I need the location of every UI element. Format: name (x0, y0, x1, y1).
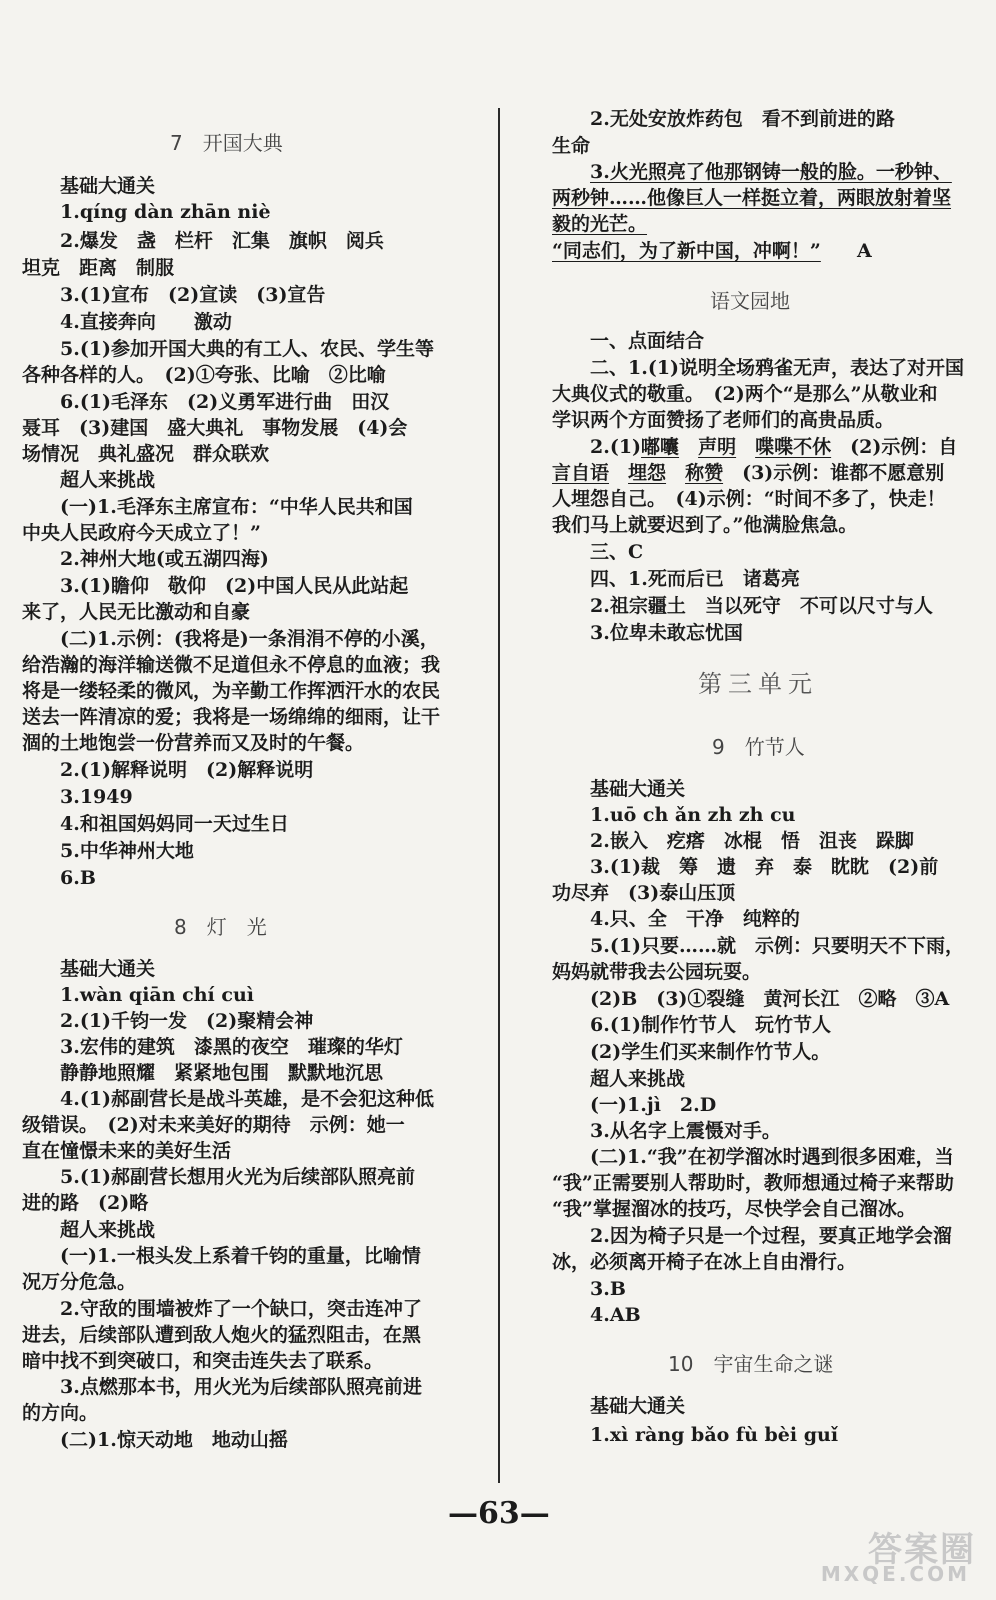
answer-line: 级错误。 (2)对未来美好的期待 示例：她一 (22, 1114, 405, 1136)
answer-line: 涸的土地饱尝一份营养而又及时的午餐。 (22, 732, 365, 754)
answer-line: 3.(1)宣布 (2)宣读 (3)宣告 (60, 284, 326, 306)
answer-line: 2.嵌入 疙瘩 冰棍 悟 沮丧 跺脚 (590, 830, 914, 852)
answer-line: 4.和祖国妈妈同一天过生日 (60, 813, 289, 835)
answer-line: 4.直接奔向 激动 (60, 311, 232, 333)
answer-line: 况万分危急。 (22, 1271, 137, 1293)
answer-line: 2.爆发 盏 栏杆 汇集 旗帜 阅兵 (60, 230, 384, 252)
answer-line: 6.B (60, 867, 96, 889)
text: (2)示例：自 (850, 436, 958, 458)
heading-basic: 基础大通关 (60, 175, 156, 197)
answer-line (552, 460, 944, 486)
answer-line: (二)1.惊天动地 地动山摇 (60, 1429, 288, 1451)
underlined-word: 嘟囔 (641, 436, 680, 458)
answer-line-underlined: 毅的光芒。 (552, 213, 648, 235)
answer-line: 二、1.(1)说明全场鸦雀无声，表达了对开国 (590, 357, 965, 379)
answer-line-underlined: 3.火光照亮了他那钢铸一般的脸。一秒钟、 (590, 161, 952, 183)
answer-line: “我”掌握溜冰的技巧，尽快学会自己溜冰。 (552, 1198, 916, 1220)
answer-line: 1.xì ràng bǎo fù bèi guǐ (590, 1424, 839, 1446)
answer-line: 一、点面结合 (590, 330, 705, 352)
answer-line: 将是一缕轻柔的微风，为辛勤工作挥洒汗水的农民 (22, 680, 441, 702)
answer-line: 3.1949 (60, 786, 133, 808)
section-title-8: 8 灯 光 (174, 915, 267, 939)
answer-line: 各种各样的人。 (2)①夸张、比喻 ②比喻 (22, 364, 386, 386)
text: 2.(1) (590, 436, 642, 458)
answer-line: 来了，人民无比激动和自豪 (22, 601, 251, 623)
answer-line: (二)1.示例：(我将是)一条涓涓不停的小溪， (60, 628, 439, 650)
answer-line: 人埋怨自己。 (4)示例：“时间不多了，快走！ (552, 488, 946, 510)
heading-challenge: 超人来挑战 (60, 469, 156, 491)
answer-line: 2.神州大地(或五湖四海) (60, 548, 269, 570)
answer-line: 2.因为椅子只是一个过程，要真正地学会溜 (590, 1225, 952, 1247)
answer-line: 冰，必须离开椅子在冰上自由滑行。 (552, 1251, 857, 1273)
answer-line: 进去，后续部队遭到敌人炮火的猛烈阻击，在黑 (22, 1324, 422, 1346)
section-title-9: 9 竹节人 (712, 735, 805, 759)
answer-line: 2.祖宗疆土 当以死守 不可以尺寸与人 (590, 595, 933, 617)
answer-line: 3.(1)瞻仰 敬仰 (2)中国人民从此站起 (60, 575, 409, 597)
underlined-word: 埋怨 (628, 462, 667, 484)
answer-line: 学识两个方面赞扬了老师们的高贵品质。 (552, 409, 895, 431)
answer-line: 中央人民政府今天成立了！” (22, 522, 261, 544)
section-title-garden: 语文园地 (710, 289, 790, 313)
answer-line: 直在憧憬未来的美好生活 (22, 1140, 232, 1162)
answer-line: 功尽弃 (3)泰山压顶 (552, 882, 736, 904)
answer-line: 三、C (590, 541, 644, 563)
answer-line: 3.位卑未敢忘忧国 (590, 622, 743, 644)
answer-line: 5.(1)郝副营长想用火光为后续部队照亮前 (60, 1166, 416, 1188)
answer-line: 妈妈就带我去公园玩耍。 (552, 961, 762, 983)
heading-basic: 基础大通关 (60, 958, 156, 980)
answer-line: 送去一阵清凉的爱；我将是一场绵绵的细雨，让干 (22, 706, 441, 728)
unit-title: 第三单元 (698, 670, 818, 698)
heading-challenge: 超人来挑战 (590, 1068, 686, 1090)
answer-line: 大典仪式的敬重。 (2)两个“是那么”从敬业和 (552, 383, 938, 405)
answer-line: 2.(1)解释说明 (2)解释说明 (60, 759, 314, 781)
answer-line: 四、1.死而后已 诸葛亮 (590, 568, 800, 590)
answer-line: 1.qíng dàn zhān niè (60, 201, 271, 223)
answer-line: 1.wàn qiān chí cuì (60, 984, 254, 1006)
section-title-7: 7 开国大典 (170, 131, 283, 155)
column-divider (498, 108, 500, 1483)
answer-line: 2.无处安放炸药包 看不到前进的路 (590, 108, 895, 130)
answer-line: 1.uō ch ǎn zh zh cu (590, 804, 796, 826)
answer-line (590, 434, 957, 460)
answer-line: (一)1.jì 2.D (590, 1094, 717, 1116)
underlined-word: 声明 (698, 436, 737, 458)
answer-line: 场情况 典礼盛况 群众联欢 (22, 443, 270, 465)
answer-line-underlined: “同志们，为了新中国，冲啊！” (552, 240, 821, 262)
text: (3)示例：谁都不愿意别 (742, 462, 945, 484)
heading-challenge: 超人来挑战 (60, 1219, 156, 1241)
answer-line: 静静地照耀 紧紧地包围 默默地沉思 (60, 1062, 384, 1084)
answer-line: (一)1.毛泽东主席宣布：“中华人民共和国 (60, 496, 413, 518)
answer-line: 5.中华神州大地 (60, 840, 194, 862)
answer-line: 5.(1)只要……就 示例：只要明天不下雨， (590, 935, 965, 957)
answer-line: (一)1.一根头发上系着千钧的重量，比喻情 (60, 1245, 421, 1267)
answer-line: 我们马上就要迟到了。”他满脸焦急。 (552, 514, 858, 536)
answer-line: 进的路 (2)略 (22, 1192, 149, 1214)
answer-line: 3.B (590, 1278, 626, 1300)
answer-line: 3.从名字上震慑对手。 (590, 1120, 781, 1142)
watermark-domain: MXQE.COM (820, 1562, 970, 1586)
answer-line: 3.点燃那本书，用火光为后续部队照亮前进 (60, 1376, 422, 1398)
answer-line: 聂耳 (3)建国 盛大典礼 事物发展 (4)会 (22, 417, 408, 439)
answer-line: 生命 (552, 135, 591, 157)
answer-line: 暗中找不到突破口，和突击连失去了联系。 (22, 1350, 384, 1372)
underlined-word: 喋喋不休 (755, 436, 832, 458)
underlined-word: 言自语 (552, 462, 610, 484)
answer-line: (2)B (3)①裂缝 黄河长江 ②略 ③A (590, 988, 950, 1010)
answer-line: “我”正需要别人帮助时，教师想通过椅子来帮助 (552, 1172, 954, 1194)
answer-line: 3.(1)裁 筹 遗 弃 泰 眈眈 (2)前 (590, 856, 939, 878)
answer-line-underlined: 两秒钟……他像巨人一样挺立着，两眼放射着坚 (552, 187, 952, 209)
answer-line: 3.宏伟的建筑 漆黑的夜空 璀璨的华灯 (60, 1036, 403, 1058)
underlined-word: 称赞 (685, 462, 724, 484)
heading-basic: 基础大通关 (590, 1395, 686, 1417)
answer-line: 6.(1)毛泽东 (2)义勇军进行曲 田汉 (60, 391, 390, 413)
answer-line: 5.(1)参加开国大典的有工人、农民、学生等 (60, 338, 435, 360)
answer-line: (二)1.“我”在初学溜冰时遇到很多困难，当 (590, 1146, 954, 1168)
answer-line: 4.只、全 干净 纯粹的 (590, 908, 800, 930)
answer-line: 2.守敌的围墙被炸了一个缺口，突击连冲了 (60, 1298, 422, 1320)
heading-basic: 基础大通关 (590, 778, 686, 800)
answer-line: 坦克 距离 制服 (22, 257, 175, 279)
page-number: —63— (448, 1496, 550, 1531)
answer-line: 给浩瀚的海洋输送微不足道但永不停息的血液；我 (22, 654, 441, 676)
section-title-10: 10 宇宙生命之谜 (668, 1352, 834, 1376)
answer-line: (2)学生们买来制作竹节人。 (590, 1041, 831, 1063)
answer-choice: A (857, 240, 872, 262)
answer-line: 6.(1)制作竹节人 玩竹节人 (590, 1014, 832, 1036)
watermark-text: 答案圈 (868, 1530, 976, 1570)
answer-line: 的方向。 (22, 1402, 99, 1424)
answer-line: 4.AB (590, 1304, 641, 1326)
answer-line: 2.(1)千钧一发 (2)聚精会神 (60, 1010, 314, 1032)
answer-line: 4.(1)郝副营长是战斗英雄，是不会犯这种低 (60, 1088, 435, 1110)
watermark-logo (786, 1522, 976, 1586)
